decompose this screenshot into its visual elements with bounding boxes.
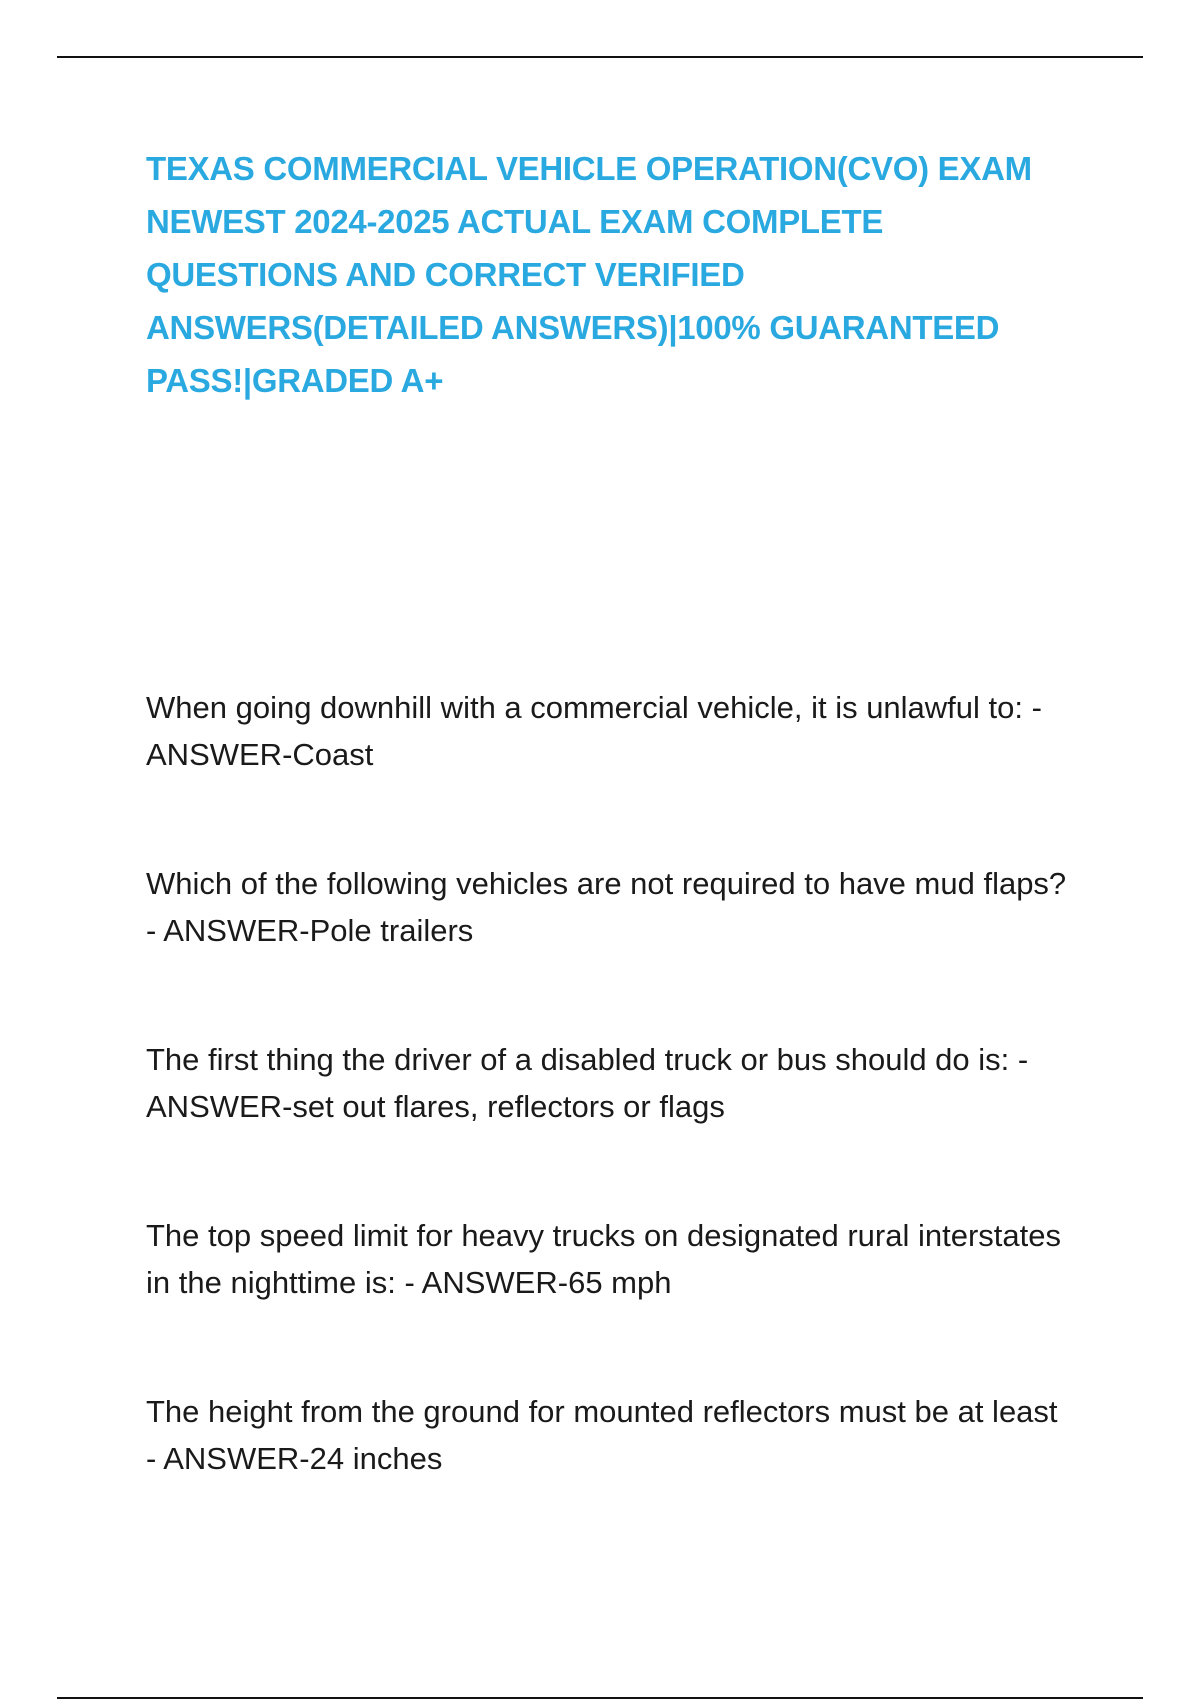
document-header — [146, 142, 1076, 407]
bottom-divider — [57, 1697, 1143, 1699]
qa-item-1: When going downhill with a commercial vehicle, it is unlawful to: - ANSWER-Coast — [146, 690, 1042, 772]
qa-item-5: The height from the ground for mounted reflectors must be at least - ANSWER-24 inches — [146, 1394, 1058, 1476]
qa-item-3: The first thing the driver of a disabled truck or bus should do is: - ANSWER-set out flares, reflectors or flags — [146, 1042, 1029, 1124]
top-divider — [57, 56, 1143, 58]
qa-item-4: The top speed limit for heavy trucks on designated rural interstates in the nighttime is: - ANSWER-65 mph — [146, 1218, 1061, 1300]
document-title: TEXAS COMMERCIAL VEHICLE OPERATION(CVO) EXAM NEWEST 2024-2025 ACTUAL EXAM COMPLETE QUESTIONS AND CORRECT VERIFIED ANSWERS(DETAILED ANSWERS)|100% GUARANTEED PASS!|GRADED A+ — [146, 150, 1032, 399]
qa-item-2: Which of the following vehicles are not required to have mud flaps? - ANSWER-Pole trailers — [146, 866, 1067, 948]
question-answer-list — [146, 684, 1076, 1564]
